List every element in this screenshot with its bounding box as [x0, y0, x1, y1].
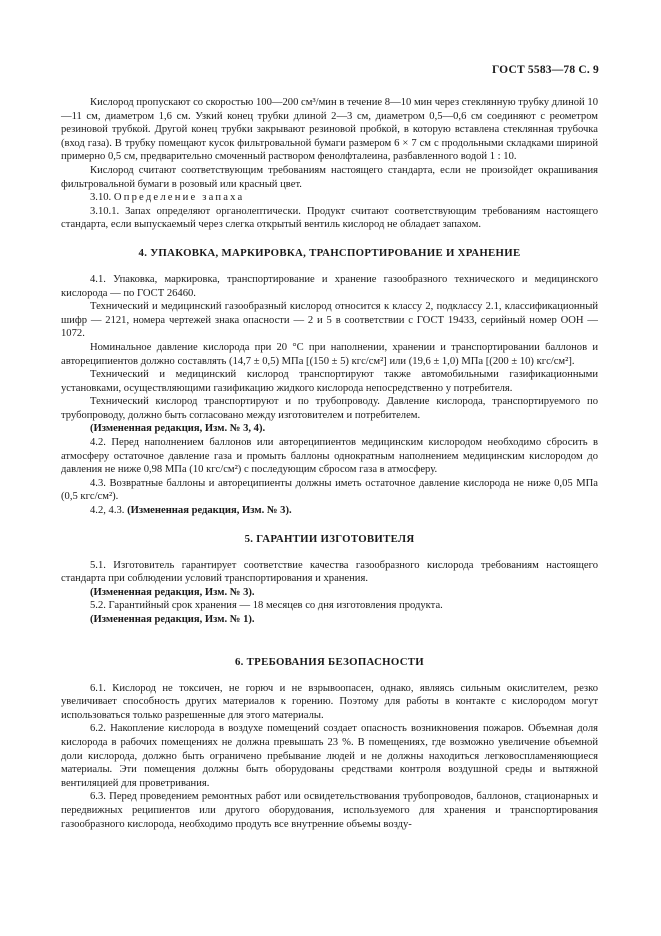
subsection-title	[61, 191, 598, 205]
document-body	[61, 96, 598, 831]
edition-note: (Измененная редакция, Изм. № 1).	[90, 614, 255, 625]
paragraph: Номинальное давление кислорода при 20 °С при наполнении, хранении и транспортировании баллонов и автореципиентов должно составлять (14,7 ± 0,5) МПа [(150 ± 5) кгс/см²] или (19,6 ± 1,0) МПа [(200 ± 10) кгс/см²].	[61, 341, 598, 367]
subsection-title-text: Определение запаха	[113, 192, 245, 204]
subsection-number: 3.10.	[90, 192, 112, 204]
paragraph: 3.10.1. Запах определяют органолептически. Продукт считают соответствующим требованиям настоящего стандарта, если выпускаемый через слегка открытый вентиль кислород не обладает запахом.	[61, 205, 598, 231]
paragraph: Технический и медицинский газообразный кислород относится к классу 2, подклассу 2.1, классификационный шифр — 2121, номера чертежей знака опасности — 2 и 5 в соответствии с ГОСТ 19433, серийный номер ООН — 1072.	[61, 301, 598, 340]
edition-note: (Измененная редакция, Изм. № 3).	[90, 586, 255, 598]
paragraph: Технический кислород транспортируют и по трубопроводу. Давление кислорода, транспортируемого по трубопроводу, должно быть согласовано между изготовителем и потребителем.	[61, 396, 598, 421]
running-header: ГОСТ 5583—78 С. 9	[491, 64, 599, 76]
paragraph: 4.1. Упаковка, маркировка, транспортирование и хранение газообразного технического и медицинского кислорода — по ГОСТ 26460.	[61, 273, 598, 299]
paragraph: 6.3. Перед проведением ремонтных работ или освидетельствования трубопроводов, баллонов, стационарных и передвижных реципиентов или другого оборудования, используемого для хранения и транспортирования газообразного кислорода, необходимо продуть все внутренние объемы возду-	[61, 791, 598, 830]
paragraph	[61, 504, 598, 518]
section-heading-5: 5. ГАРАНТИИ ИЗГОТОВИТЕЛЯ	[244, 532, 415, 545]
paragraph: 5.2. Гарантийный срок хранения — 18 месяцев со дня изготовления продукта.	[90, 600, 443, 612]
paragraph: Кислород пропускают со скоростью 100—200 см³/мин в течение 8—10 мин через стеклянную трубку длиной 10—11 см, диаметром 1,6 см. Узкий конец трубки длиной 2—3 см, диаметром 0,5—0,6 см соединяют с реометром резиновой трубкой. Другой конец трубки закрывают резиновой пробкой, в которую вставлена стеклянная трубочка (вход газа). В трубку помещают кусок фильтровальной бумаги размером 6 × 7 см с продольными складками шириной примерно 0,5 см, предварительно смоченный раствором фенолфталеина, разбавленного водой 1 : 10.	[61, 97, 598, 163]
section-heading-4: 4. УПАКОВКА, МАРКИРОВКА, ТРАНСПОРТИРОВАНИЕ И ХРАНЕНИЕ	[138, 246, 521, 259]
section-heading-6: 6. ТРЕБОВАНИЯ БЕЗОПАСНОСТИ	[234, 655, 425, 668]
paragraph: 6.2. Накопление кислорода в воздухе помещений создает опасность возникновения пожаров. Объемная доля кислорода в рабочих помещениях не должна превышать 23 %. В помещениях, где возможно увеличение объемной доли кислорода, должно быть ограничено пребывание людей и не должны находиться легковоспламеняющиеся материалы. Эти помещения должны быть оборудованы средствами контроля воздушной среды и вытяжной вентиляцией для проветривания.	[61, 723, 598, 789]
edition-note: (Измененная редакция, Изм. № 3).	[127, 505, 292, 517]
clause-reference: 4.2, 4.3.	[90, 505, 125, 517]
edition-note: (Измененная редакция, Изм. № 3, 4).	[90, 423, 266, 435]
paragraph: Кислород считают соответствующим требованиям настоящего стандарта, если не произойдет окрашивания фильтровальной бумаги в розовый или красный цвет.	[61, 164, 598, 190]
paragraph: 4.2. Перед наполнением баллонов или автореципиентов медицинским кислородом необходимо сбросить в атмосферу остаточное давление газа и промыть баллоны однократным наполнением медицинским кислородом до давления не ниже 0,98 МПа (10 кгс/см²) с последующим сбросом газа в атмосферу.	[61, 437, 598, 476]
paragraph: 5.1. Изготовитель гарантирует соответствие качества газообразного кислорода требованиям настоящего стандарта при соблюдении условий транспортирования и хранения.	[61, 559, 598, 585]
paragraph: 6.1. Кислород не токсичен, не горюч и не взрывоопасен, однако, являясь сильным окислителем, резко увеличивает способность других материалов к горению. Поэтому для работы в контакте с кислородом могут использоваться только разрешенные для этого материалы.	[61, 682, 598, 721]
paragraph: 4.3. Возвратные баллоны и автореципиенты должны иметь остаточное давление кислорода не ниже 0,05 МПа (0,5 кгс/см²).	[61, 477, 598, 503]
paragraph: Технический и медицинский кислород транспортируют также автомобильными газификационными установками, осуществляющими газификацию жидкого кислорода непосредственно у потребителя.	[61, 369, 598, 394]
